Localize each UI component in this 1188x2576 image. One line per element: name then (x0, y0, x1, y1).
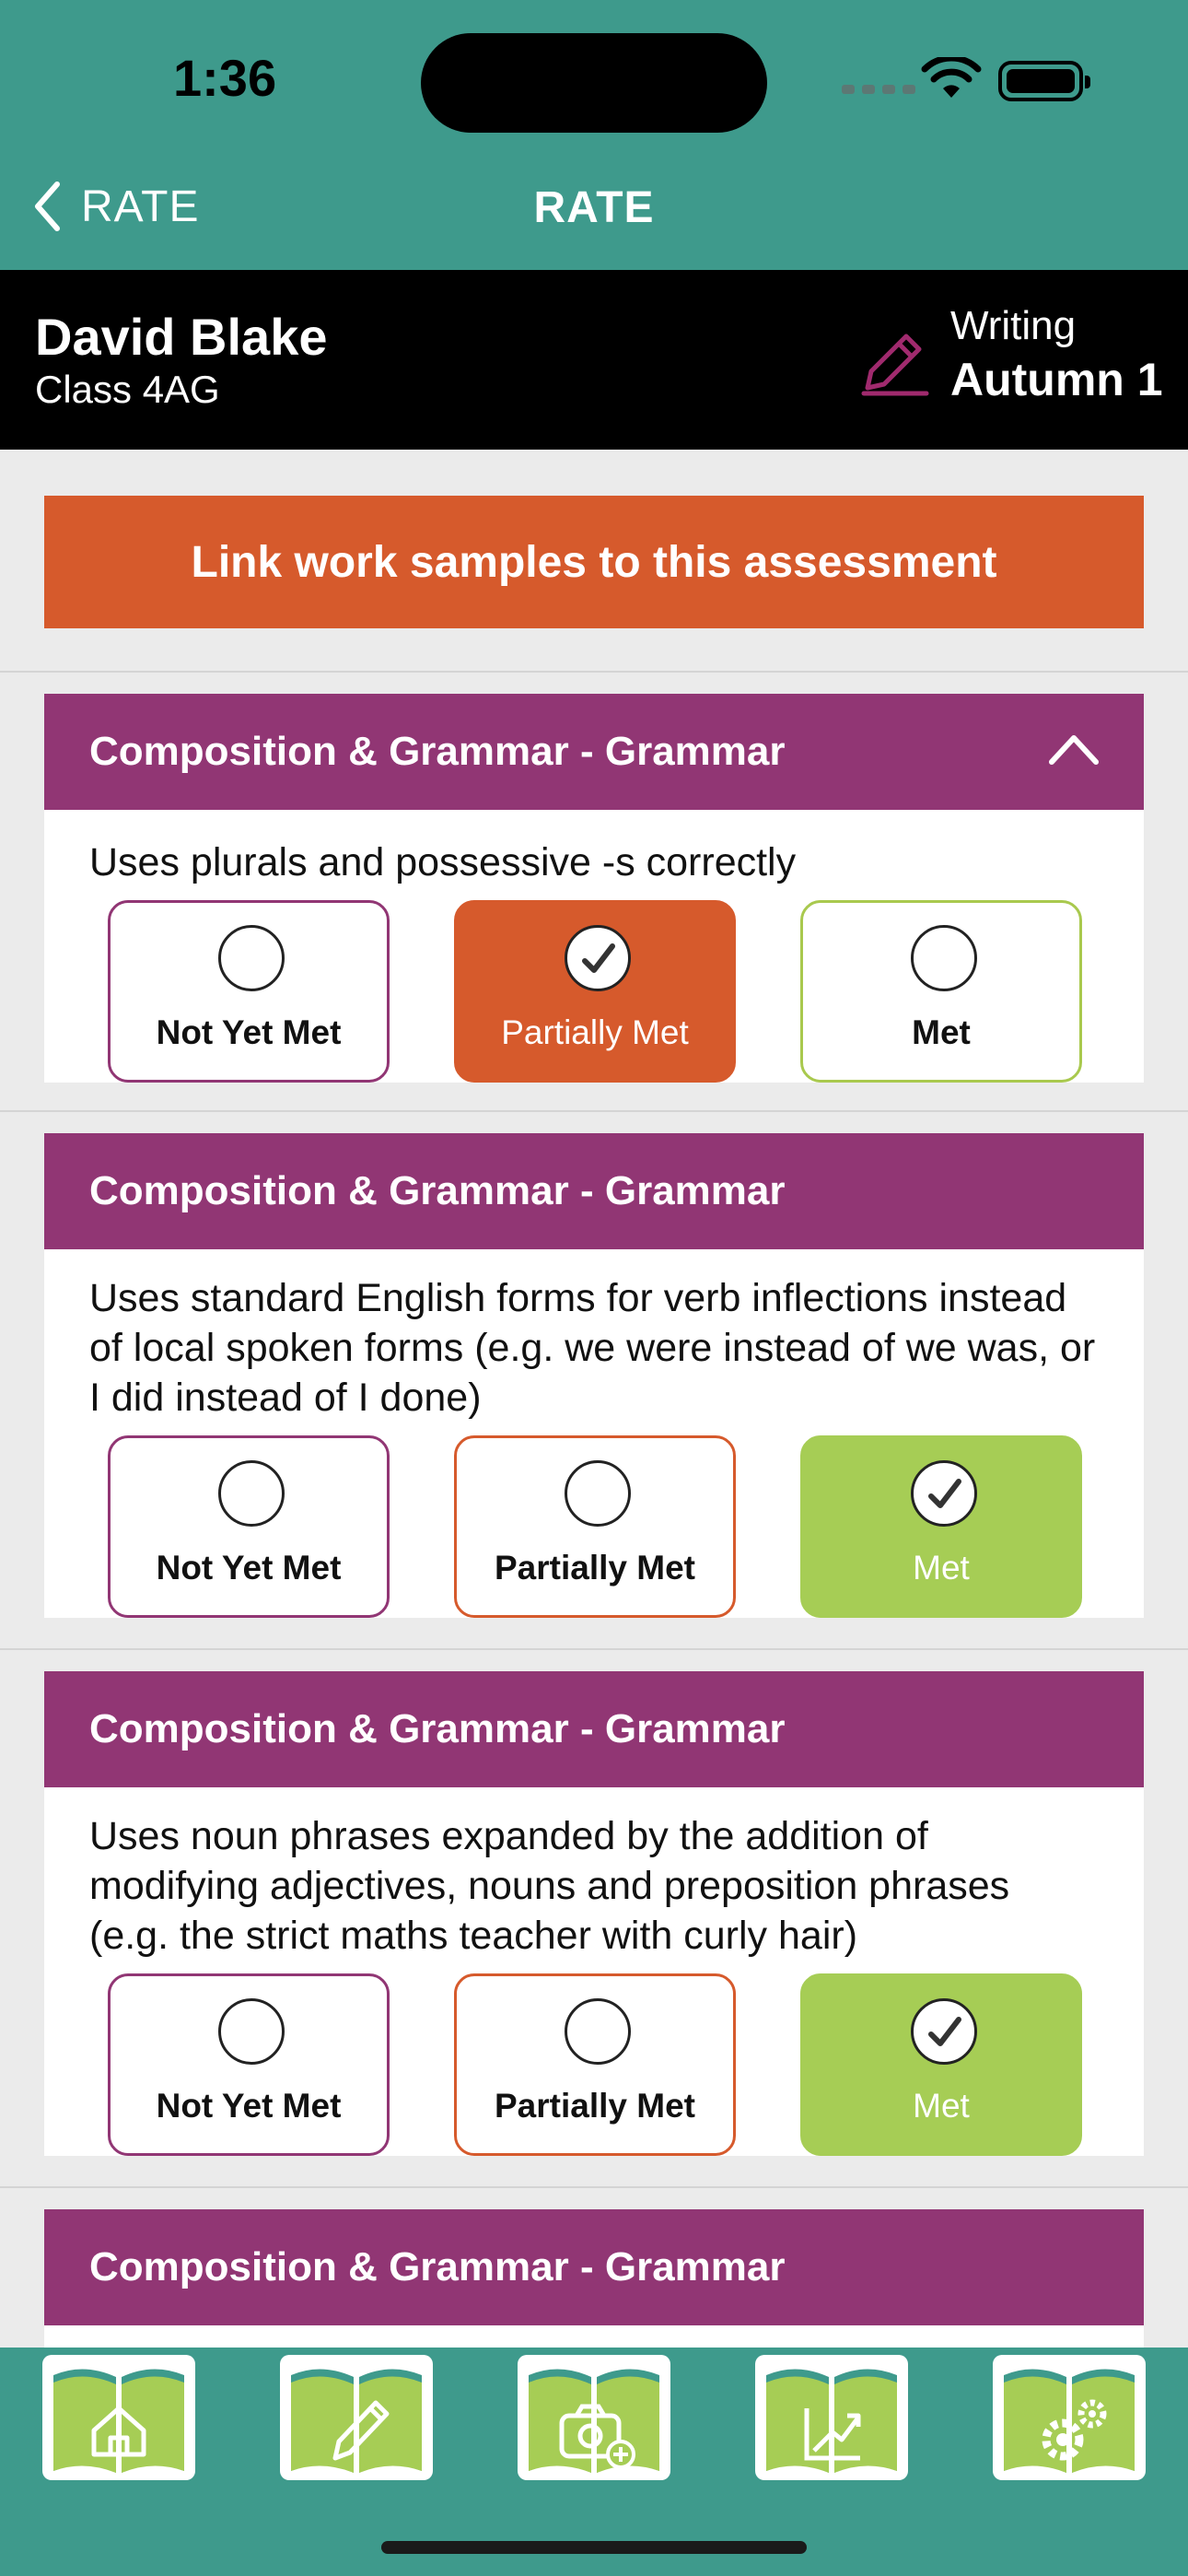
card-heading[interactable] (44, 1671, 1144, 1787)
radio-circle-icon (218, 1998, 285, 2065)
card-heading-label: Composition & Grammar - Grammar (89, 729, 786, 774)
rating-options (108, 1973, 1099, 2156)
tab-assess[interactable] (280, 2355, 433, 2480)
battery-icon (998, 61, 1083, 101)
checked-circle-icon (565, 925, 631, 991)
divider (0, 1648, 1188, 1650)
not-yet-met-option[interactable] (108, 900, 390, 1083)
partially-met-option[interactable] (454, 1435, 736, 1618)
divider (0, 2186, 1188, 2188)
checked-circle-icon (911, 1460, 977, 1527)
checkmark-icon (580, 941, 617, 978)
card-heading[interactable] (44, 1133, 1144, 1249)
criterion-text: Uses plurals and possessive -s correctly (89, 840, 797, 884)
card-heading-label: Composition & Grammar - Grammar (89, 2244, 786, 2289)
option-label: Not Yet Met (156, 1549, 342, 1587)
radio-circle-icon (565, 1460, 631, 1527)
home-icon (42, 2355, 195, 2480)
assessment-card (44, 694, 1144, 1083)
not-yet-met-option[interactable] (108, 1435, 390, 1618)
wifi-icon (921, 57, 982, 101)
divider (0, 1110, 1188, 1112)
link-work-samples-button[interactable]: Link work samples to this assessment (44, 496, 1144, 628)
option-label: Met (913, 1549, 970, 1587)
card-body (44, 810, 1144, 1083)
progress-chart-icon (755, 2355, 908, 2480)
option-label: Partially Met (495, 2087, 695, 2125)
card-body (44, 1787, 1144, 2156)
tab-bar (0, 2348, 1188, 2576)
card-body (44, 1249, 1144, 1618)
status-time: 1:36 (173, 49, 277, 107)
partially-met-option[interactable] (454, 1973, 736, 2156)
camera-icon (518, 2355, 670, 2480)
not-yet-met-option[interactable] (108, 1973, 390, 2156)
term-label: Autumn 1 (950, 354, 1163, 405)
rating-options (108, 1435, 1099, 1618)
card-heading-label: Composition & Grammar - Grammar (89, 1168, 786, 1213)
home-indicator (381, 2541, 807, 2554)
option-label: Partially Met (501, 1013, 689, 1051)
rating-options (108, 900, 1099, 1083)
card-heading-label: Composition & Grammar - Grammar (89, 1706, 786, 1751)
radio-circle-icon (911, 925, 977, 991)
back-label: RATE (81, 181, 200, 231)
dynamic-island (421, 33, 767, 133)
option-label: Partially Met (495, 1549, 695, 1587)
card-body (44, 2325, 1144, 2348)
top-bar (0, 0, 1188, 270)
student-name: David Blake (35, 308, 328, 366)
student-header (0, 270, 1188, 450)
option-label: Met (913, 2087, 970, 2125)
radio-circle-icon (218, 1460, 285, 1527)
pencil-icon (858, 323, 932, 397)
tab-settings[interactable] (993, 2355, 1146, 2480)
cellular-signal-icon (842, 85, 915, 94)
assessment-card (44, 1133, 1144, 1618)
option-label: Not Yet Met (156, 2087, 342, 2125)
partially-met-option[interactable] (454, 900, 736, 1083)
checkmark-icon (926, 2014, 963, 2051)
radio-circle-icon (565, 1998, 631, 2065)
radio-circle-icon (218, 925, 285, 991)
checkmark-icon (926, 1476, 963, 1513)
checked-circle-icon (911, 1998, 977, 2065)
met-option[interactable] (800, 1435, 1082, 1618)
criterion-text: Uses noun phrases expanded by the addition of modifying adjectives, nouns and preposition phrases (e.g. the strict maths teacher with curly hair) (89, 1814, 1010, 1958)
tab-home[interactable] (42, 2355, 195, 2480)
subject-label: Writing (950, 303, 1077, 348)
assessment-card (44, 2209, 1144, 2348)
met-option[interactable] (800, 1973, 1082, 2156)
page-title: RATE (533, 183, 655, 232)
option-label: Met (912, 1013, 971, 1051)
tab-progress[interactable] (755, 2355, 908, 2480)
assessment-list[interactable] (0, 450, 1188, 2348)
divider (0, 671, 1188, 673)
assessment-card (44, 1671, 1144, 2156)
card-heading[interactable] (44, 694, 1144, 810)
option-label: Not Yet Met (156, 1013, 342, 1051)
met-option[interactable] (800, 900, 1082, 1083)
pencil-book-icon (280, 2355, 433, 2480)
tab-camera[interactable] (518, 2355, 670, 2480)
chevron-up-icon[interactable] (1048, 732, 1100, 766)
student-class: Class 4AG (35, 368, 220, 411)
card-heading[interactable] (44, 2209, 1144, 2325)
settings-icon (993, 2355, 1146, 2480)
criterion-text: Uses standard English forms for verb inflections instead of local spoken forms (e.g. we were instead of we was, or I did instead of I done) (89, 1276, 1096, 1420)
